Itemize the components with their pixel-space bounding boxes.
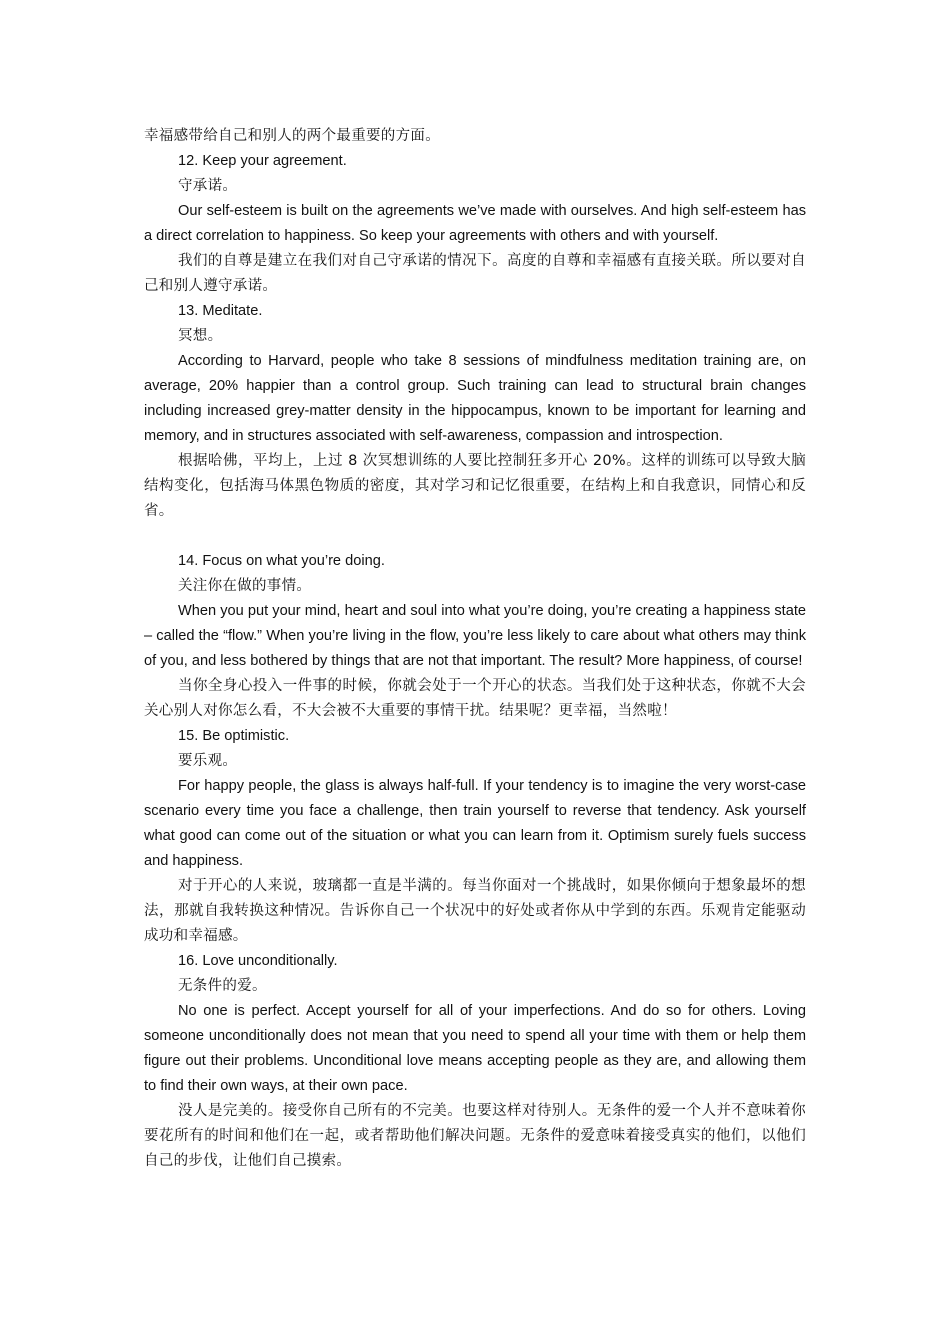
- paragraph-continuation: 幸福感带给自己和别人的两个最重要的方面。: [144, 128, 440, 144]
- paragraph-16-zh: 没人是完美的。接受你自己所有的不完美。也要这样对待别人。无条件的爱一个人并不意味着你要花所有的时间和他们在一起，或者帮助他们解决问题。无条件的爱意味着接受真实的他们，以他们自己的步伐，让他们自己摸索。: [144, 1103, 806, 1169]
- heading-16: 16. Love unconditionally.: [178, 953, 338, 969]
- heading-12-zh: 守承诺。: [178, 178, 238, 194]
- heading-16-zh: 无条件的爱。: [178, 978, 267, 994]
- heading-12: 12. Keep your agreement.: [178, 153, 347, 169]
- heading-13: 13. Meditate.: [178, 303, 263, 319]
- paragraph-13-en: According to Harvard, people who take 8 sessions of mindfulness meditation training are, on average, 20% happier than a control group. Such training can lead to structural brain changes including increased grey-matter density in the hippocampus, known to be important for learning and memory, and in structures associated with self-awareness, compassion and introspection.: [144, 353, 806, 444]
- paragraph-12-en: Our self-esteem is built on the agreements we’ve made with ourselves. And high self-esteem has a direct correlation to happiness. So keep your agreements with others and with yourself.: [144, 203, 806, 244]
- heading-13-zh: 冥想。: [178, 328, 223, 344]
- heading-14-zh: 关注你在做的事情。: [178, 578, 312, 594]
- paragraph-15-en: For happy people, the glass is always half-full. If your tendency is to imagine the very worst-case scenario every time you face a challenge, then train yourself to reverse that tendency. Ask yourself what good can come out of the situation or what you can learn from it. Optimism surely fuels success and happiness.: [144, 778, 806, 869]
- heading-15: 15. Be optimistic.: [178, 728, 290, 744]
- blank-line: [144, 524, 806, 549]
- document-page: [144, 124, 806, 1174]
- paragraph-14-zh: 当你全身心投入一件事的时候，你就会处于一个开心的状态。当我们处于这种状态，你就不大会关心别人对你怎么看，不大会被不大重要的事情干扰。结果呢？更幸福，当然啦！: [144, 678, 806, 719]
- paragraph-13-zh: 根据哈佛，平均上，上过 8 次冥想训练的人要比控制狂多开心 20%。这样的训练可以导致大脑结构变化，包括海马体黑色物质的密度，其对学习和记忆很重要，在结构上和自我意识，同情心和反省。: [144, 453, 806, 519]
- heading-14: 14. Focus on what you’re doing.: [178, 553, 385, 569]
- paragraph-12-zh: 我们的自尊是建立在我们对自己守承诺的情况下。高度的自尊和幸福感有直接关联。所以要对自己和别人遵守承诺。: [144, 253, 806, 294]
- paragraph-15-zh: 对于开心的人来说，玻璃都一直是半满的。每当你面对一个挑战时，如果你倾向于想象最坏的想法，那就自我转换这种情况。告诉你自己一个状况中的好处或者你从中学到的东西。乐观肯定能驱动成功和幸福感。: [144, 878, 806, 944]
- paragraph-16-en: No one is perfect. Accept yourself for all of your imperfections. And do so for others. Loving someone unconditionally does not mean that you need to spend all your time with them or help them figure out their problems. Unconditional love means accepting people as they are, and allowing them to find their own ways, at their own pace.: [144, 1003, 806, 1094]
- paragraph-14-en: When you put your mind, heart and soul into what you’re doing, you’re creating a happiness state – called the “flow.” When you’re living in the flow, you’re less likely to care about what others may think of you, and less bothered by things that are not that important. The result? More happiness, of course!: [144, 603, 806, 669]
- heading-15-zh: 要乐观。: [178, 753, 238, 769]
